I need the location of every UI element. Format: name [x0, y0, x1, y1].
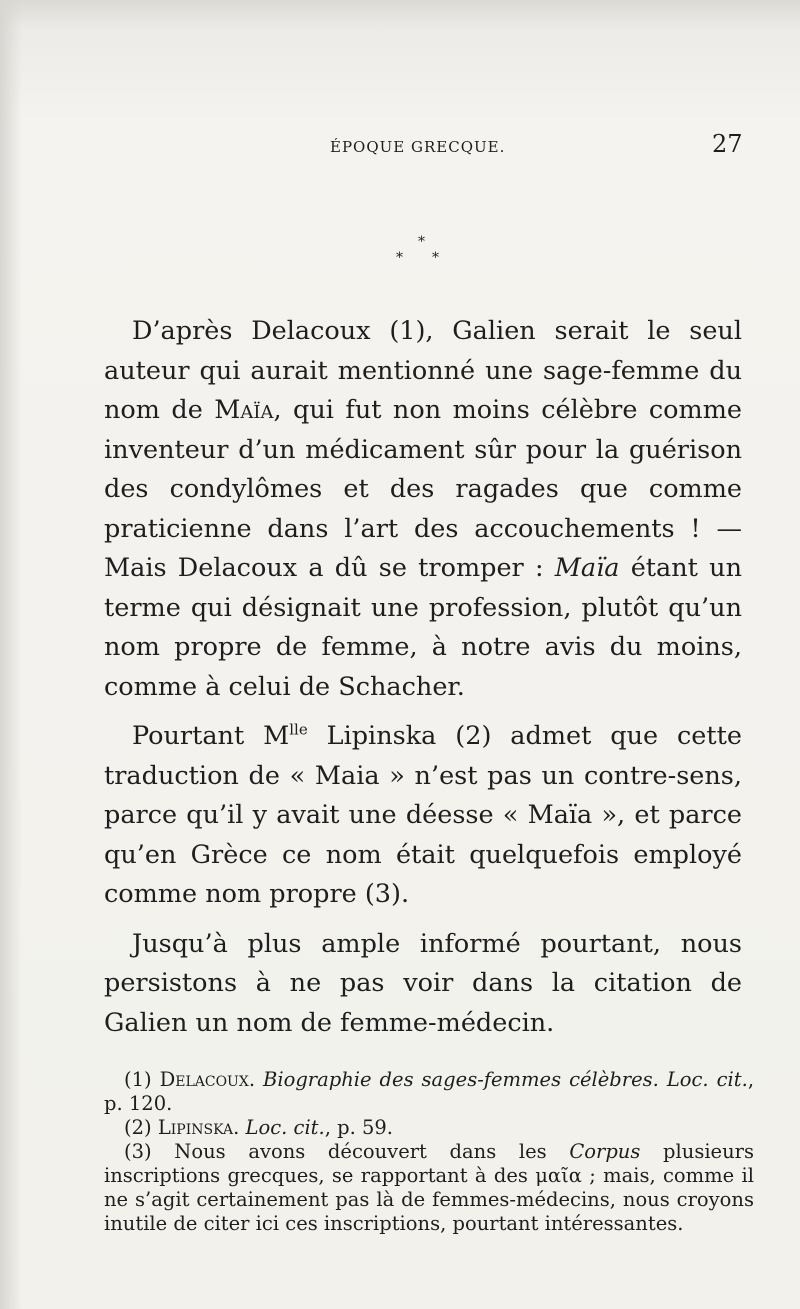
text-segment: Jusqu’à plus ample informé pourtant, nous persistons à ne pas voir dans la citation de Galien un nom de femme-médecin. — [104, 928, 742, 1038]
body-text — [104, 312, 742, 1043]
text-segment: Corpus — [569, 1140, 641, 1163]
paragraph — [104, 717, 742, 915]
text-segment: Maïa — [554, 553, 620, 583]
separator-star: * — [418, 234, 425, 250]
section-separator — [388, 234, 448, 274]
footnote — [104, 1140, 754, 1236]
footnote — [104, 1116, 754, 1140]
text-segment: (3) Nous avons découvert dans les — [124, 1140, 570, 1163]
page-header — [0, 130, 800, 160]
text-segment: Pourtant M — [132, 721, 290, 751]
text-segment: , p. 59. — [324, 1116, 394, 1139]
text-segment: , qui fut non moins célèbre comme inventeur d’un médicament sûr pour la guérison des condylômes et des ragades que comme praticienne dans l’art des accouchements ! — Mais Delacoux a dû se tromper : — [104, 395, 742, 583]
page-number: 27 — [712, 130, 743, 158]
text-segment: lle — [289, 720, 308, 739]
text-segment: D’après Delacoux (1), Galien serait le seul auteur qui aurait mentionné une sage-femme du nom de — [104, 316, 742, 425]
text-segment: . — [233, 1116, 246, 1139]
footnotes — [104, 1068, 754, 1236]
separator-star: * — [432, 250, 439, 266]
text-segment: (1) — [124, 1068, 160, 1091]
paragraph — [104, 312, 742, 707]
text-segment: étant un terme qui désignait une profession, plutôt qu’un nom propre de femme, à notre avis du moins, comme à celui de Schacher. — [104, 553, 742, 702]
text-segment: Maïa — [214, 395, 274, 425]
text-segment: Lipinska (2) admet que cette traduction de « Maia » n’est pas un contre-sens, parce qu’il y avait une déesse « Maïa », et parce qu’en Grèce ce nom était quelquefois employé comme nom propre (3). — [104, 721, 742, 909]
paragraph — [104, 925, 742, 1044]
text-segment: (2) — [124, 1116, 158, 1139]
separator-star: * — [396, 250, 403, 266]
text-segment: . — [248, 1068, 264, 1091]
text-segment: Biographie des sages-femmes célèbres. Loc. cit. — [263, 1068, 748, 1091]
running-title: ÉPOQUE GRECQUE. — [330, 138, 506, 156]
text-segment: plusieurs inscriptions grecques, se rapportant à des μαῖα ; mais, comme il ne s’agit certainement pas là de femmes-médecins, nous croyons inutile de citer ici ces inscriptions, pourtant intéressantes. — [104, 1140, 754, 1235]
text-segment: , p. 120. — [104, 1068, 755, 1115]
text-segment: Delacoux — [159, 1068, 249, 1091]
footnote — [104, 1068, 754, 1116]
page-edge-shadow — [0, 0, 22, 1309]
text-segment: Loc. cit. — [245, 1116, 325, 1139]
text-segment: Lipinska — [157, 1116, 234, 1139]
